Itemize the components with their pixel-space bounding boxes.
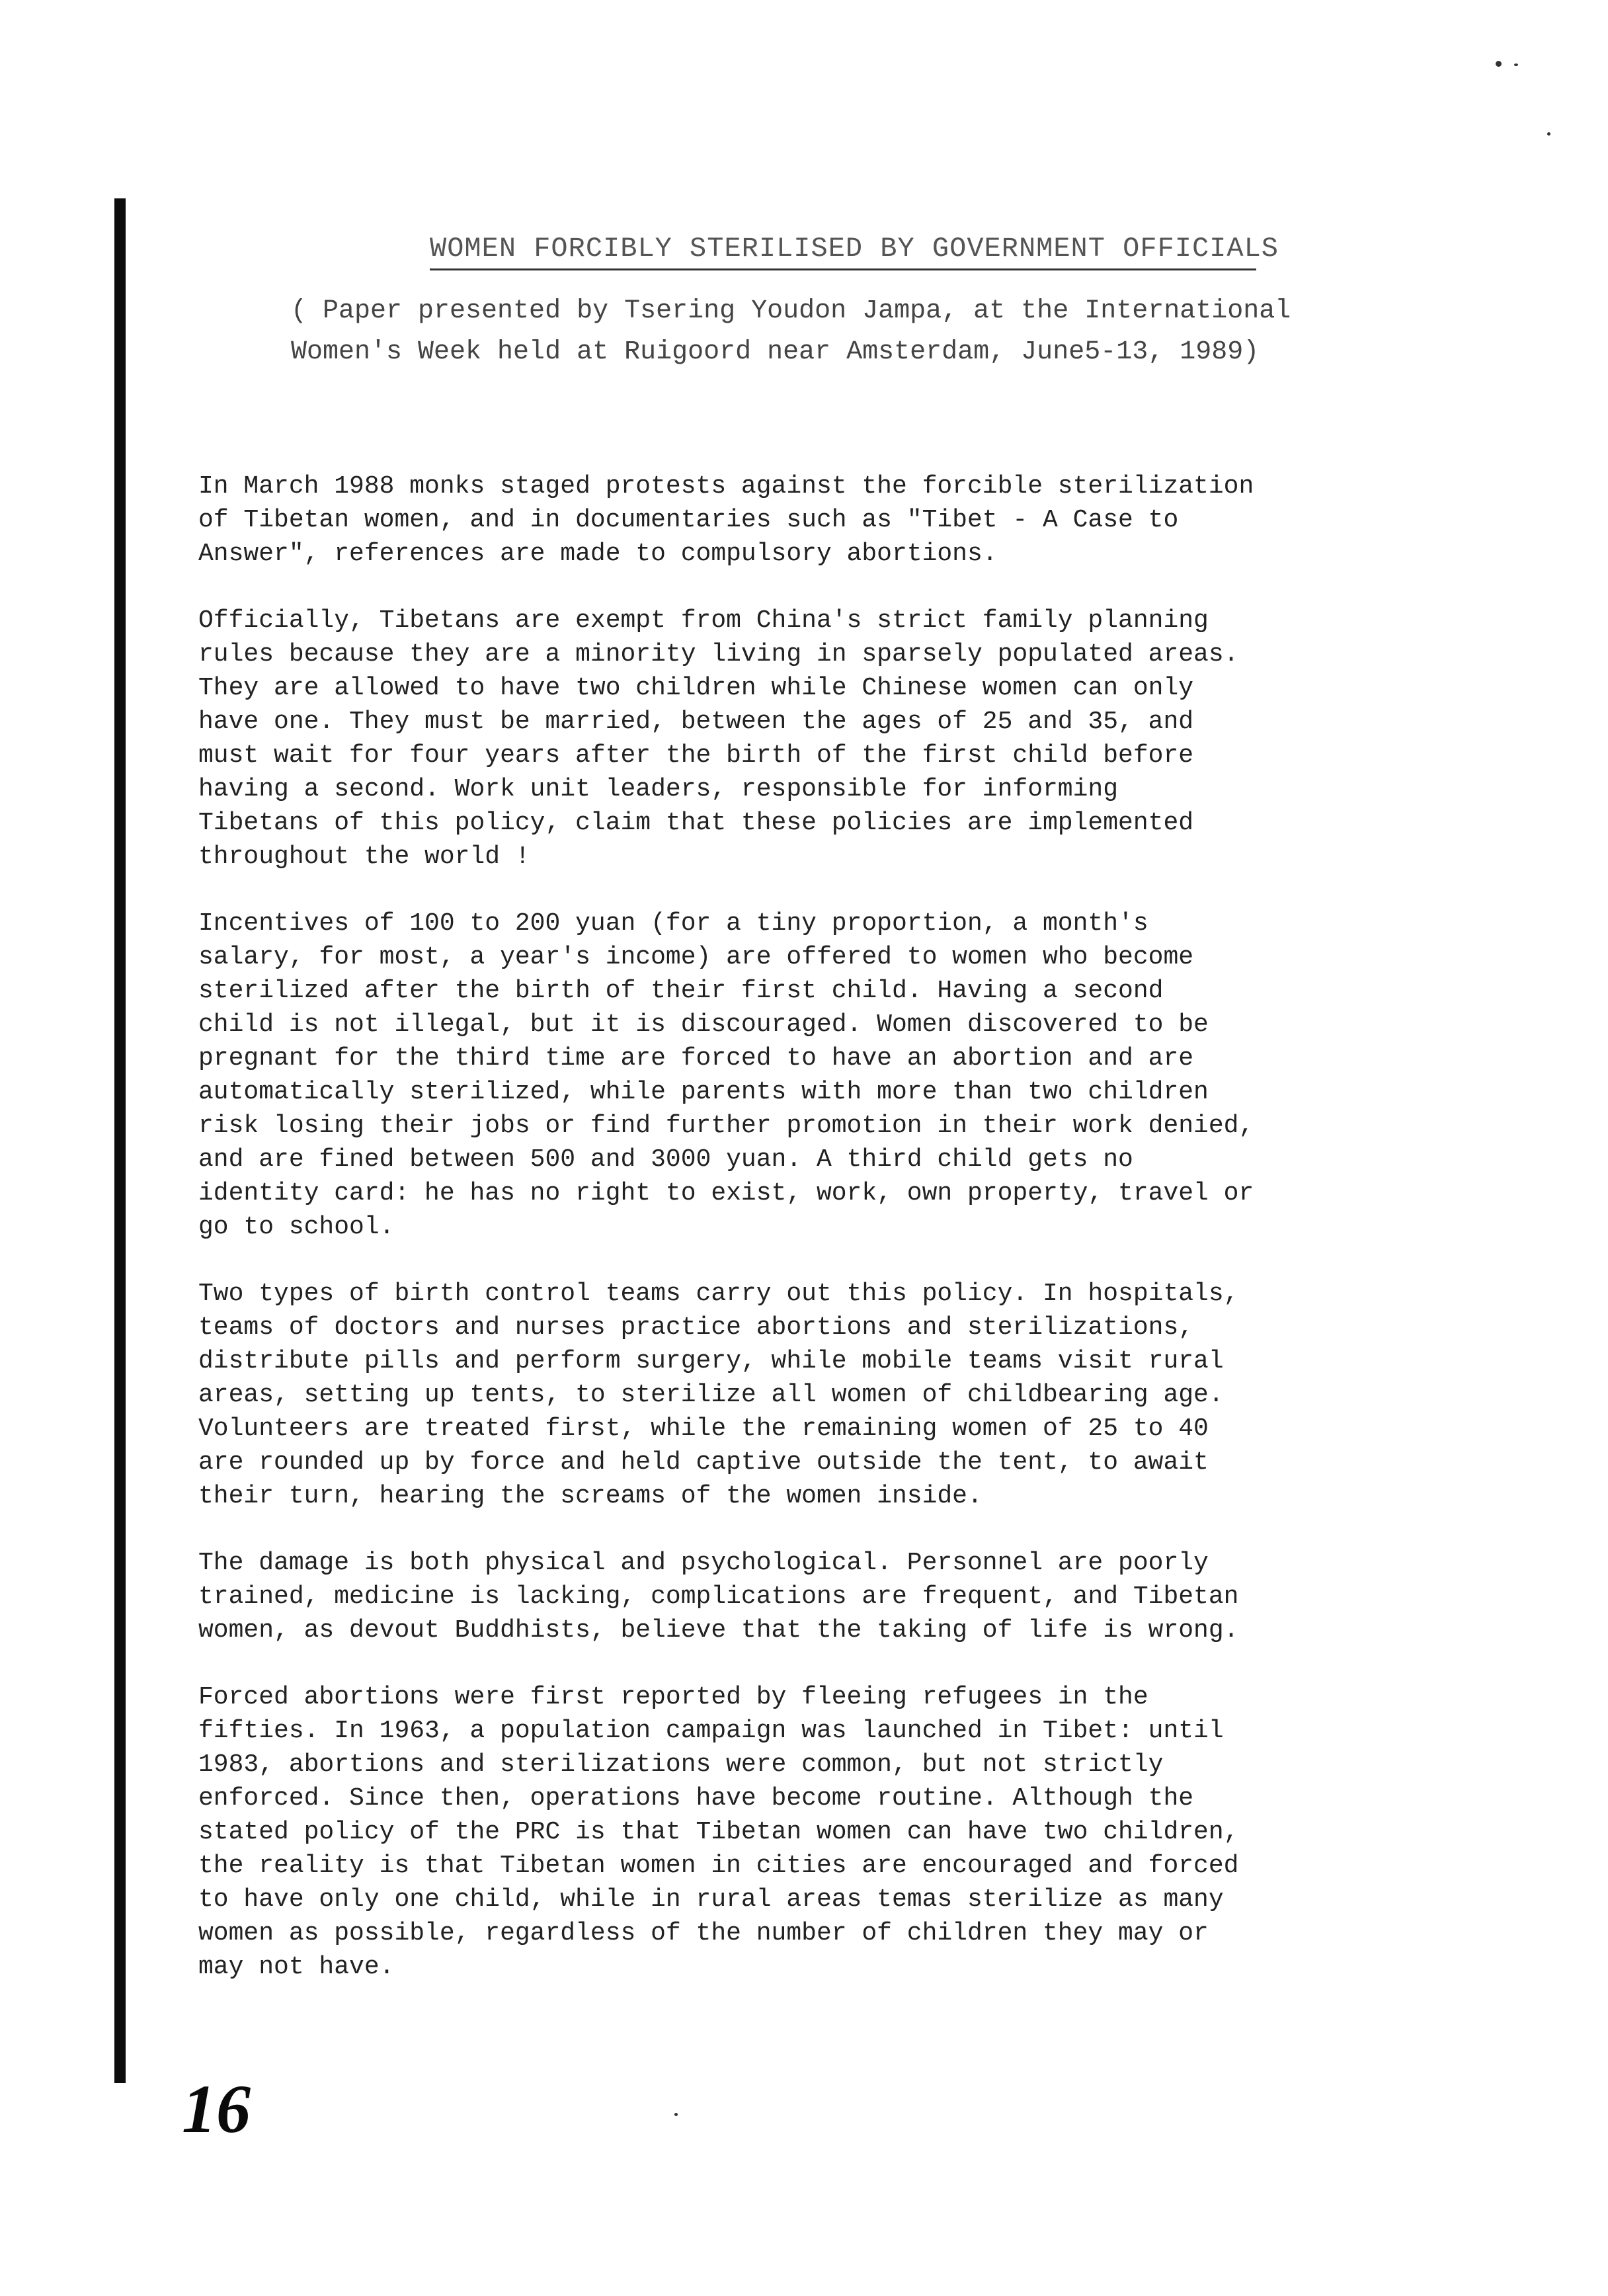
- text-line: trained, medicine is lacking, complications are frequent, and Tibetan: [198, 1582, 1239, 1611]
- text-line: stated policy of the PRC is that Tibetan women can have two children,: [198, 1818, 1239, 1846]
- text-line: risk losing their jobs or find further promotion in their work denied,: [198, 1112, 1254, 1140]
- text-line: 1983, abortions and sterilizations were common, but not strictly: [198, 1750, 1164, 1779]
- text-line: Answer", references are made to compulsory abortions.: [198, 540, 998, 568]
- text-line: child is not illegal, but it is discouraged. Women discovered to be: [198, 1010, 1209, 1039]
- text-line: Tibetans of this policy, claim that these policies are implemented: [198, 809, 1194, 837]
- text-line: having a second. Work unit leaders, responsible for informing: [198, 775, 1119, 803]
- subtitle-line: ( Paper presented by Tsering Youdon Jampa, at the International: [291, 296, 1291, 326]
- text-line: of Tibetan women, and in documentaries such as "Tibet - A Case to: [198, 506, 1179, 534]
- text-line: rules because they are a minority living in sparsely populated areas.: [198, 640, 1239, 669]
- document-subtitle: [291, 291, 1375, 373]
- text-line: to have only one child, while in rural areas temas sterilize as many: [198, 1885, 1224, 1914]
- text-line: must wait for four years after the birth of the first child before: [198, 741, 1194, 770]
- paragraph-1: [198, 470, 1474, 571]
- text-line: areas, setting up tents, to sterilize all women of childbearing age.: [198, 1381, 1224, 1409]
- text-line: pregnant for the third time are forced to have an abortion and are: [198, 1044, 1194, 1073]
- paragraph-6: [198, 1680, 1474, 1984]
- text-line: go to school.: [198, 1213, 395, 1241]
- text-line: identity card: he has no right to exist, work, own property, travel or: [198, 1179, 1254, 1208]
- paragraph-5: [198, 1546, 1474, 1647]
- text-line: salary, for most, a year's income) are offered to women who become: [198, 943, 1194, 971]
- text-line: have one. They must be married, between the ages of 25 and 35, and: [198, 708, 1194, 736]
- text-line: throughout the world !: [198, 842, 530, 871]
- document-title: WOMEN FORCIBLY STERILISED BY GOVERNMENT OFFICIALS: [430, 233, 1256, 270]
- text-line: Incentives of 100 to 200 yuan (for a tiny proportion, a month's: [198, 909, 1148, 938]
- text-line: In March 1988 monks staged protests against the forcible sterilization: [198, 472, 1254, 501]
- text-line: enforced. Since then, operations have become routine. Although the: [198, 1784, 1194, 1813]
- text-line: are rounded up by force and held captive outside the tent, to await: [198, 1448, 1209, 1477]
- document-body: [198, 470, 1474, 2017]
- text-line: women as possible, regardless of the number of children they may or: [198, 1919, 1209, 1948]
- text-line: their turn, hearing the screams of the women inside.: [198, 1482, 983, 1510]
- text-line: teams of doctors and nurses practice abortions and sterilizations,: [198, 1313, 1194, 1342]
- text-line: fifties. In 1963, a population campaign was launched in Tibet: until: [198, 1717, 1224, 1745]
- text-line: They are allowed to have two children while Chinese women can only: [198, 674, 1194, 702]
- scan-speck: [674, 2113, 678, 2116]
- text-line: Officially, Tibetans are exempt from China's strict family planning: [198, 606, 1209, 635]
- scan-speck: [1547, 132, 1550, 136]
- paragraph-2: [198, 604, 1474, 874]
- scan-speck: [1514, 63, 1518, 66]
- text-line: sterilized after the birth of their first child. Having a second: [198, 977, 1164, 1005]
- page-number: 16: [182, 2071, 251, 2147]
- subtitle-line: Women's Week held at Ruigoord near Amsterdam, June5-13, 1989): [291, 337, 1260, 367]
- text-line: may not have.: [198, 1953, 395, 1981]
- paragraph-3: [198, 907, 1474, 1244]
- text-line: automatically sterilized, while parents with more than two children: [198, 1078, 1209, 1106]
- text-line: women, as devout Buddhists, believe that the taking of life is wrong.: [198, 1616, 1239, 1645]
- text-line: Two types of birth control teams carry out this policy. In hospitals,: [198, 1280, 1239, 1308]
- paragraph-4: [198, 1277, 1474, 1513]
- text-line: The damage is both physical and psychological. Personnel are poorly: [198, 1549, 1209, 1577]
- text-line: the reality is that Tibetan women in cities are encouraged and forced: [198, 1852, 1239, 1880]
- text-line: distribute pills and perform surgery, while mobile teams visit rural: [198, 1347, 1224, 1375]
- text-line: Volunteers are treated first, while the remaining women of 25 to 40: [198, 1414, 1209, 1443]
- text-line: and are fined between 500 and 3000 yuan. A third child gets no: [198, 1145, 1133, 1174]
- text-line: Forced abortions were first reported by fleeing refugees in the: [198, 1683, 1148, 1711]
- scan-speck: [1496, 61, 1502, 67]
- binding-margin-bar: [114, 198, 126, 2083]
